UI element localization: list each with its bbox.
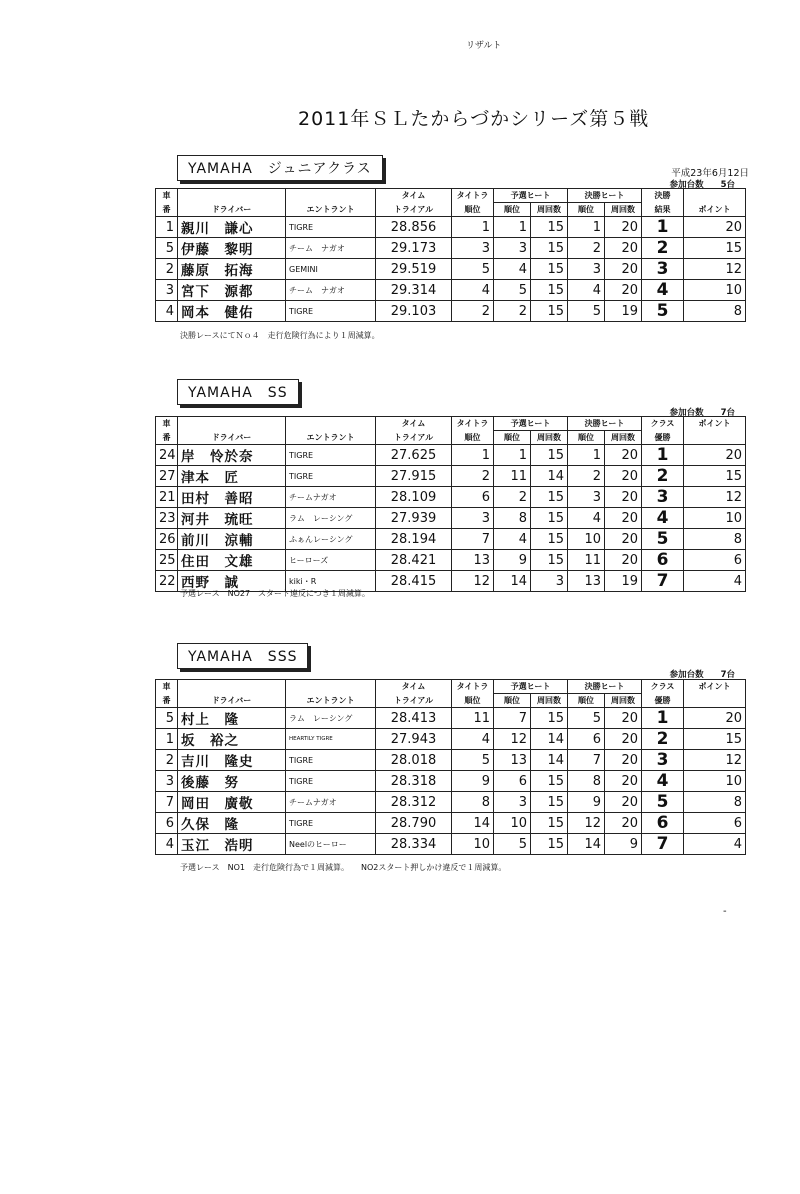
section-note: 予選レース NO1 走行危険行為で１周減算。 NO2スタート押しかけ違反で１周減算。 [180, 863, 507, 872]
col-entrant: エントラント [286, 431, 376, 445]
table-row: 27 津本 匠 TIGRE 27.915 2 11 14 2 20 2 15 [156, 466, 746, 487]
table-row: 7 岡田 廣敬 チームナガオ 28.312 8 3 15 9 20 5 8 [156, 792, 746, 813]
col-driver: ドライバー [178, 431, 286, 445]
results-table: 車 タイム タイトラ 予選ヒート 決勝ヒート クラス ポイント 番 ドライバー エントラント トライアル 順位 順位 周回数 順位 周回数 優勝 24 岸 怜於奈 TIGRE 27.625 1 1 15 1 20 1 20 27 津本 匠 TIGRE 27.915 2 11 14 2 20 2 15 21 田村 善昭 チームナガオ 28.109 6 2 15 3 20 3 12 23 河井 琉旺 ラム レーシング 27.939 3 8 15 4 20 4 10 26 前川 涼輔 ふぁんレーシング 28.194 7 4 15 10 20 5 8 25 住田 文雄 ヒーローズ 28.421 13 9 15 11 20 6 6 22 西野 誠 kiki・R 28.415 12 14 3 13 19 7 4 [155, 416, 746, 592]
col-points: ポイント [684, 203, 746, 217]
col-final: 決勝ヒート [568, 680, 642, 694]
class-title: YAMAHA ジュニアクラス [177, 155, 383, 181]
col-final: 決勝ヒート [568, 189, 642, 203]
col-car-no: 車 [156, 680, 178, 694]
col-prelim: 予選ヒート [494, 189, 568, 203]
table-row: 2 吉川 隆史 TIGRE 28.018 5 13 14 7 20 3 12 [156, 750, 746, 771]
table-row: 23 河井 琉旺 ラム レーシング 27.939 3 8 15 4 20 4 10 [156, 508, 746, 529]
col-entrant: エントラント [286, 694, 376, 708]
col-driver: ドライバー [178, 694, 286, 708]
page-title: 2011年ＳＬたからづかシリーズ第５戦 [298, 108, 650, 130]
col-entrant: エントラント [286, 203, 376, 217]
col-prelim: 予選ヒート [494, 680, 568, 694]
table-row: 5 伊藤 黎明 チーム ナガオ 29.173 3 3 15 2 20 2 15 [156, 238, 746, 259]
table-row: 5 村上 隆 ラム レーシング 28.413 11 7 15 5 20 1 20 [156, 708, 746, 729]
col-points: ポイント [684, 680, 746, 694]
table-row: 2 藤原 拓海 GEMINI 29.519 5 4 15 3 20 3 12 [156, 259, 746, 280]
table-row: 4 玉江 浩明 Neelのヒーロー 28.334 10 5 15 14 9 7 4 [156, 834, 746, 855]
table-row: 26 前川 涼輔 ふぁんレーシング 28.194 7 4 15 10 20 5 8 [156, 529, 746, 550]
table-row: 1 親川 謙心 TIGRE 28.856 1 1 15 1 20 1 20 [156, 217, 746, 238]
section-note: 予選レース NO27 スタート違反につき１周減算。 [180, 589, 370, 598]
table-row: 21 田村 善昭 チームナガオ 28.109 6 2 15 3 20 3 12 [156, 487, 746, 508]
section-note: 決勝レースにてＮｏ４ 走行危険行為により１周減算。 [180, 331, 380, 340]
col-prelim: 予選ヒート [494, 417, 568, 431]
table-row: 6 久保 隆 TIGRE 28.790 14 10 15 12 20 6 6 [156, 813, 746, 834]
class-title: YAMAHA SS [177, 379, 299, 405]
participant-count: 参加台数 7台 [669, 408, 735, 418]
date: 平成23年6月12日 [671, 168, 749, 179]
participant-count: 参加台数 5台 [669, 180, 735, 190]
table-row: 22 西野 誠 kiki・R 28.415 12 14 3 13 19 7 4 [156, 571, 746, 592]
page-mark: - [723, 906, 727, 917]
table-row: 25 住田 文雄 ヒーローズ 28.421 13 9 15 11 20 6 6 [156, 550, 746, 571]
table-row: 3 後藤 努 TIGRE 28.318 9 6 15 8 20 4 10 [156, 771, 746, 792]
table-row: 3 宮下 源都 チーム ナガオ 29.314 4 5 15 4 20 4 10 [156, 280, 746, 301]
col-car-no: 車 [156, 189, 178, 203]
table-row: 4 岡本 健佑 TIGRE 29.103 2 2 15 5 19 5 8 [156, 301, 746, 322]
col-driver: ドライバー [178, 203, 286, 217]
class-title: YAMAHA SSS [177, 643, 308, 669]
participant-count: 参加台数 7台 [669, 670, 735, 680]
table-row: 24 岸 怜於奈 TIGRE 27.625 1 1 15 1 20 1 20 [156, 445, 746, 466]
col-final: 決勝ヒート [568, 417, 642, 431]
header-tag: リザルト [466, 41, 502, 51]
col-car-no: 車 [156, 417, 178, 431]
col-points: ポイント [684, 417, 746, 431]
table-row: 1 坂 裕之 HEARTILY TIGRE 27.943 4 12 14 6 20 2 15 [156, 729, 746, 750]
results-table: 車 タイム タイトラ 予選ヒート 決勝ヒート 決勝 番 ドライバー エントラント トライアル 順位 順位 周回数 順位 周回数 結果 ポイント 1 親川 謙心 TIGRE 28.856 1 1 15 1 20 1 20 5 伊藤 黎明 チーム ナガオ 29.173 3 3 15 2 20 2 15 2 藤原 拓海 GEMINI 29.519 5 4 15 3 20 3 12 3 宮下 源都 チーム ナガオ 29.314 4 5 15 4 20 4 10 4 岡本 健佑 TIGRE 29.103 2 2 15 5 19 5 8 [155, 188, 746, 322]
results-table: 車 タイム タイトラ 予選ヒート 決勝ヒート クラス ポイント 番 ドライバー エントラント トライアル 順位 順位 周回数 順位 周回数 優勝 5 村上 隆 ラム レーシング 28.413 11 7 15 5 20 1 20 1 坂 裕之 HEARTILY TIGRE 27.943 4 12 14 6 20 2 15 2 吉川 隆史 TIGRE 28.018 5 13 14 7 20 3 12 3 後藤 努 TIGRE 28.318 9 6 15 8 20 4 10 7 岡田 廣敬 チームナガオ 28.312 8 3 15 9 20 5 8 6 久保 隆 TIGRE 28.790 14 10 15 12 20 6 6 4 玉江 浩明 Neelのヒーロー 28.334 10 5 15 14 9 7 4 [155, 679, 746, 855]
